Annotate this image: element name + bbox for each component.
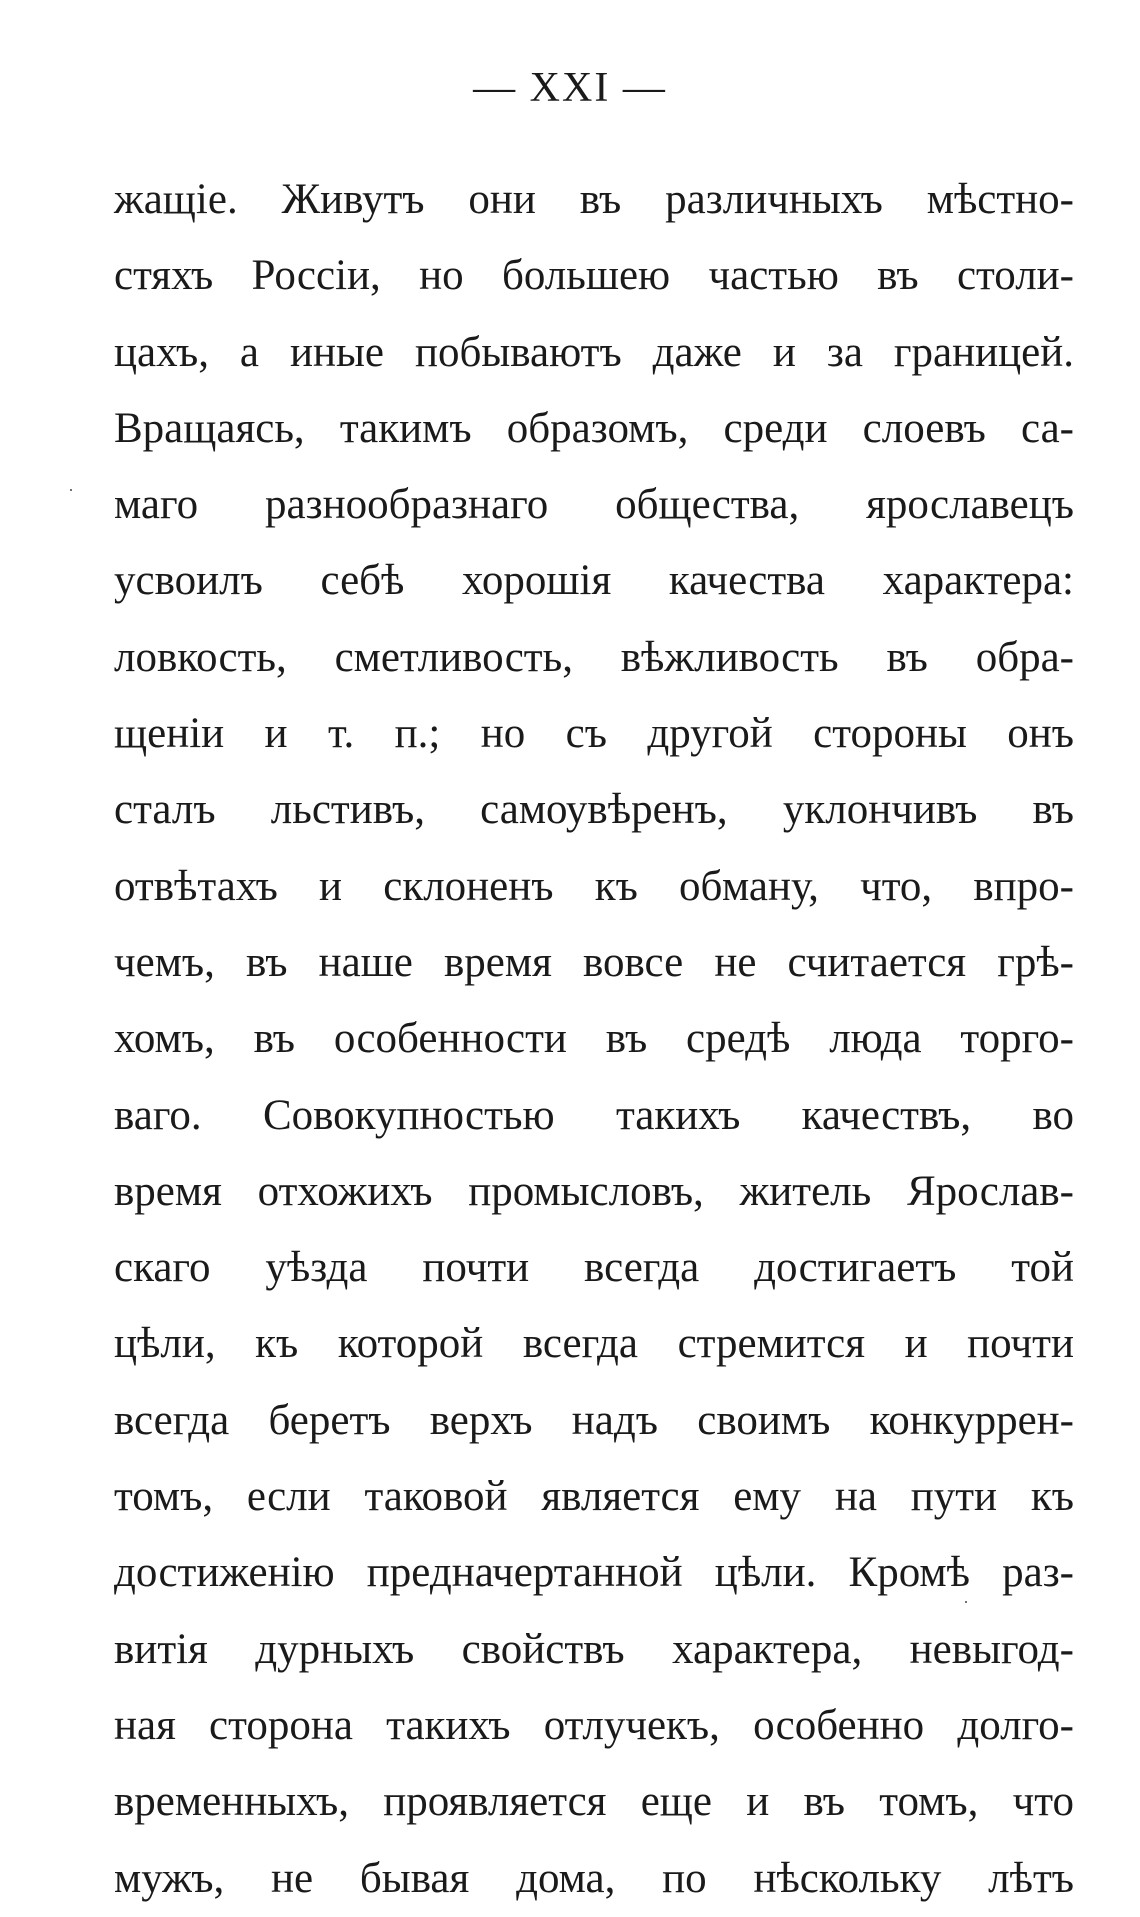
text-line: ная сторона такихъ отлучекъ, особенно долго- [114,1701,1074,1749]
text-line: ваго. Совокупностью такихъ качествъ, во [114,1091,1074,1139]
text-line: временныхъ, проявляется еще и въ томъ, что [114,1778,1074,1826]
text-line: чемъ, въ наше время вовсе не считается грѣ- [114,938,1074,986]
text-line: жащіе. Живутъ они въ различныхъ мѣстно- [114,176,1074,223]
ink-speck [70,489,72,491]
text-line: цѣли, къ которой всегда стремится и почти [114,1320,1074,1368]
text-line: Вращаясь, такимъ образомъ, среди слоевъ са- [114,404,1074,452]
text-line: скаго уѣзда почти всегда достигаетъ той [114,1244,1074,1292]
text-line: сталъ льстивъ, самоувѣренъ, уклончивъ въ [114,786,1074,834]
body-text [114,162,1074,1917]
text-line: витія дурныхъ свойствъ характера, невыгод- [114,1625,1074,1673]
text-line: всегда беретъ верхъ надъ своимъ конкуррен- [114,1396,1074,1444]
text-line: цахъ, а иные побываютъ даже и за границей. [114,328,1074,376]
text-line: хомъ, въ особенности въ средѣ люда торго- [114,1015,1074,1063]
text-line: маго разнообразнаго общества, ярославецъ [114,481,1074,529]
text-line: отвѣтахъ и склоненъ къ обману, что, впро- [114,862,1074,910]
ink-speck [965,1601,967,1603]
text-line: стяхъ Россіи, но большею частью въ столи- [114,252,1074,300]
text-line: достиженію предначертанной цѣли. Кромѣ раз- [114,1549,1074,1597]
text-line: томъ, если таковой является ему на пути къ [114,1473,1074,1521]
text-line: время отхожихъ промысловъ, житель Ярослав- [114,1167,1074,1215]
page-number-header: — XXI — [473,65,667,111]
text-line: щеніи и т. п.; но съ другой стороны онъ [114,710,1074,758]
text-line: усвоилъ себѣ хорошія качества характера: [114,557,1074,605]
text-line: мужъ, не бывая дома, по нѣскольку лѣтъ [114,1854,1074,1902]
text-line: ловкость, сметливость, вѣжливость въ обра- [114,633,1074,681]
